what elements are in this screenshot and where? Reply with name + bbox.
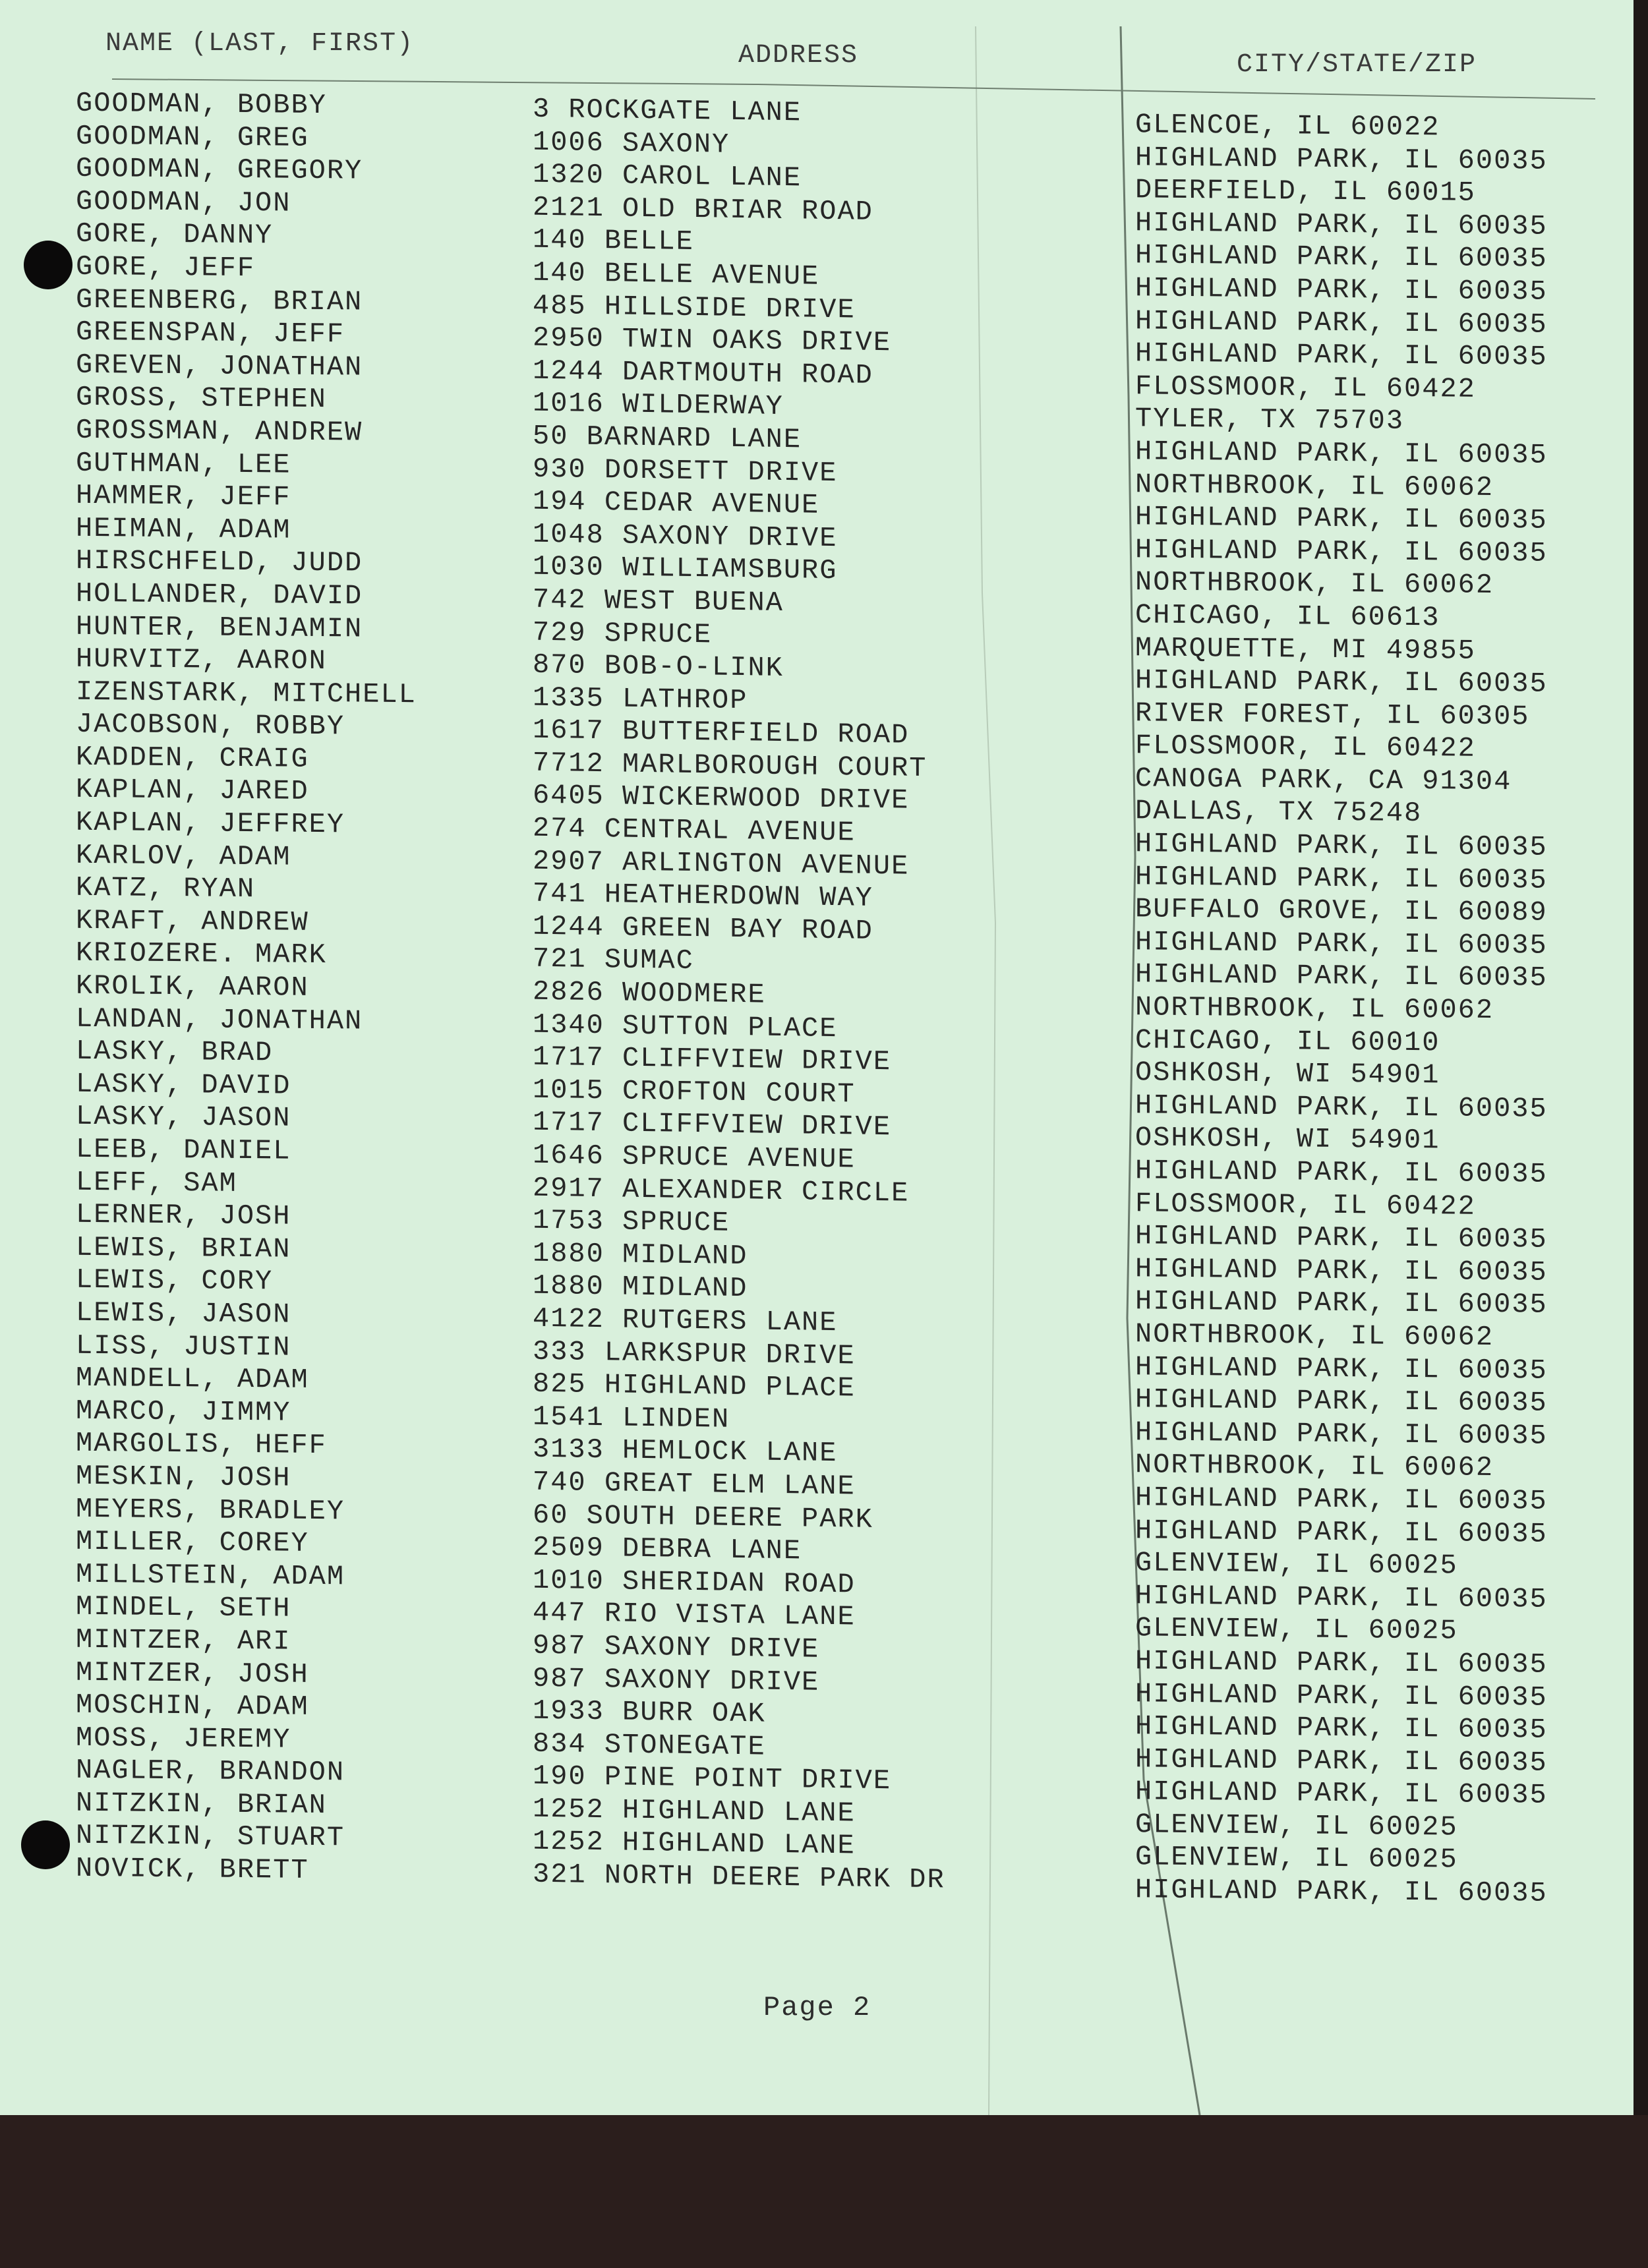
row-city: CHICAGO, IL 60010 (1135, 1024, 1440, 1059)
row-name: MINTZER, ARI (76, 1623, 291, 1658)
row-address: 870 BOB-O-LINK (533, 649, 784, 685)
column-header-address: ADDRESS (738, 41, 859, 71)
row-address: 1015 CROFTON COURT (533, 1074, 856, 1111)
row-name: MINDEL, SETH (76, 1591, 291, 1625)
row-city: HIGHLAND PARK, IL 60035 (1135, 1416, 1548, 1452)
row-city: HIGHLAND PARK, IL 60035 (1135, 207, 1548, 243)
row-address: 1335 LATHROP (533, 682, 748, 716)
row-address: 1933 BURR OAK (533, 1695, 766, 1730)
row-name: HOLLANDER, DAVID (76, 577, 363, 612)
row-address: 1340 SUTTON PLACE (533, 1008, 838, 1045)
row-address: 834 STONEGATE (533, 1728, 766, 1763)
row-name: HEIMAN, ADAM (76, 512, 291, 546)
row-name: KARLOV, ADAM (76, 839, 291, 873)
row-address: 190 PINE POINT DRIVE (533, 1760, 892, 1797)
row-city: CHICAGO, IL 60613 (1135, 599, 1440, 634)
row-city: HIGHLAND PARK, IL 60035 (1135, 272, 1548, 308)
row-city: HIGHLAND PARK, IL 60035 (1135, 1482, 1548, 1517)
row-city: HIGHLAND PARK, IL 60035 (1135, 1220, 1548, 1256)
row-address: 50 BARNARD LANE (533, 420, 802, 456)
row-address: 4122 RUTGERS LANE (533, 1302, 838, 1339)
row-address: 1048 SAXONY DRIVE (533, 518, 838, 554)
row-city: HIGHLAND PARK, IL 60035 (1135, 337, 1548, 373)
row-city: BUFFALO GROVE, IL 60089 (1135, 893, 1548, 929)
row-city: MARQUETTE, MI 49855 (1135, 631, 1476, 667)
row-name: LASKY, BRAD (76, 1035, 274, 1069)
row-address: 274 CENTRAL AVENUE (533, 812, 856, 849)
row-address: 3133 HEMLOCK LANE (533, 1433, 838, 1470)
row-address: 1880 MIDLAND (533, 1237, 748, 1272)
column-header-city-state-zip: CITY/STATE/ZIP (1237, 50, 1477, 80)
row-city: GLENVIEW, IL 60025 (1135, 1612, 1458, 1647)
row-address: 1030 WILLIAMSBURG (533, 550, 838, 587)
row-name: MARGOLIS, HEFF (76, 1428, 327, 1462)
row-city: GLENCOE, IL 60022 (1135, 109, 1440, 144)
row-name: HUNTER, BENJAMIN (76, 610, 363, 645)
row-name: JACOBSON, ROBBY (76, 709, 345, 743)
row-name: LEWIS, CORY (76, 1264, 274, 1298)
row-address: 2907 ARLINGTON AVENUE (533, 845, 910, 883)
row-city: GLENVIEW, IL 60025 (1135, 1841, 1458, 1876)
row-city: GLENVIEW, IL 60025 (1135, 1809, 1458, 1844)
row-address: 140 BELLE AVENUE (533, 256, 820, 293)
row-address: 1646 SPRUCE AVENUE (533, 1139, 856, 1176)
row-city: RIVER FOREST, IL 60305 (1135, 697, 1530, 733)
row-address: 1541 LINDEN (533, 1401, 730, 1436)
row-city: OSHKOSH, WI 54901 (1135, 1057, 1440, 1091)
row-name: HIRSCHFELD, JUDD (76, 545, 363, 579)
row-name: KADDEN, CRAIG (76, 741, 309, 775)
row-name: NITZKIN, BRIAN (76, 1787, 327, 1821)
row-city: HIGHLAND PARK, IL 60035 (1135, 1155, 1548, 1190)
row-city: HIGHLAND PARK, IL 60035 (1135, 1710, 1548, 1746)
row-address: 1717 CLIFFVIEW DRIVE (533, 1041, 892, 1078)
row-address: 1016 WILDERWAY (533, 387, 784, 423)
row-city: HIGHLAND PARK, IL 60035 (1135, 501, 1548, 537)
row-name: IZENSTARK, MITCHELL (76, 676, 417, 711)
row-city: NORTHBROOK, IL 60062 (1135, 566, 1494, 602)
row-address: 1320 CAROL LANE (533, 158, 802, 194)
row-city: HIGHLAND PARK, IL 60035 (1135, 1383, 1548, 1419)
row-name: NAGLER, BRANDON (76, 1755, 345, 1789)
row-city: DEERFIELD, IL 60015 (1135, 174, 1476, 209)
scan-border-bottom (0, 2115, 1648, 2268)
row-address: 740 GREAT ELM LANE (533, 1466, 856, 1503)
row-name: GUTHMAN, LEE (76, 447, 291, 481)
row-name: MOSS, JEREMY (76, 1722, 291, 1756)
row-city: HIGHLAND PARK, IL 60035 (1135, 860, 1548, 896)
row-city: HIGHLAND PARK, IL 60035 (1135, 1514, 1548, 1550)
row-address: 321 NORTH DEERE PARK DR (533, 1858, 945, 1896)
row-address: 2950 TWIN OAKS DRIVE (533, 322, 892, 359)
row-name: MANDELL, ADAM (76, 1362, 309, 1396)
row-city: FLOSSMOOR, IL 60422 (1135, 730, 1476, 765)
row-city: HIGHLAND PARK, IL 60035 (1135, 1874, 1548, 1909)
row-name: KROLIK, AARON (76, 970, 309, 1004)
row-name: LEEB, DANIEL (76, 1133, 291, 1167)
row-address: 2121 OLD BRIAR ROAD (533, 191, 873, 228)
row-name: LEFF, SAM (76, 1166, 237, 1200)
row-name: GROSS, STEPHEN (76, 382, 327, 416)
row-city: HIGHLAND PARK, IL 60035 (1135, 926, 1548, 962)
row-address: 7712 MARLBOROUGH COURT (533, 747, 927, 784)
row-city: NORTHBROOK, IL 60062 (1135, 468, 1494, 504)
row-city: NORTHBROOK, IL 60062 (1135, 1449, 1494, 1484)
row-city: HIGHLAND PARK, IL 60035 (1135, 664, 1548, 700)
row-address: 1244 DARTMOUTH ROAD (533, 355, 873, 392)
row-address: 6405 WICKERWOOD DRIVE (533, 780, 910, 817)
row-name: GORE, DANNY (76, 218, 274, 252)
row-address: 1617 BUTTERFIELD ROAD (533, 714, 910, 751)
row-address: 987 SAXONY DRIVE (533, 1662, 820, 1699)
row-name: LISS, JUSTIN (76, 1329, 291, 1364)
row-city: HIGHLAND PARK, IL 60035 (1135, 533, 1548, 569)
row-name: LERNER, JOSH (76, 1198, 291, 1233)
page-number: Page 2 (763, 1992, 871, 2023)
row-name: LANDAN, JONATHAN (76, 1003, 363, 1037)
binder-hole-bottom (21, 1820, 70, 1869)
row-name: MILLER, COREY (76, 1525, 309, 1559)
row-address: 741 HEATHERDOWN WAY (533, 877, 873, 915)
row-name: MILLSTEIN, ADAM (76, 1558, 345, 1593)
row-address: 3 ROCKGATE LANE (533, 93, 802, 129)
row-city: FLOSSMOOR, IL 60422 (1135, 370, 1476, 405)
row-name: GORE, JEFF (76, 250, 256, 285)
row-address: 333 LARKSPUR DRIVE (533, 1335, 856, 1372)
row-name: MEYERS, BRADLEY (76, 1493, 345, 1527)
binder-hole-top (24, 241, 73, 289)
row-name: MESKIN, JOSH (76, 1460, 291, 1494)
row-name: GREVEN, JONATHAN (76, 349, 363, 384)
row-name: MINTZER, JOSH (76, 1656, 309, 1691)
row-city: HIGHLAND PARK, IL 60035 (1135, 1285, 1548, 1322)
city-column (1135, 109, 1548, 1910)
row-name: LASKY, JASON (76, 1101, 291, 1134)
row-name: NOVICK, BRETT (76, 1852, 309, 1886)
row-address: 742 WEST BUENA (533, 583, 784, 619)
row-city: HIGHLAND PARK, IL 60035 (1135, 828, 1548, 863)
row-name: KAPLAN, JEFFREY (76, 806, 345, 841)
row-address: 2917 ALEXANDER CIRCLE (533, 1172, 910, 1209)
row-address: 447 RIO VISTA LANE (533, 1596, 856, 1633)
row-address: 987 SAXONY DRIVE (533, 1629, 820, 1666)
row-name: KATZ, RYAN (76, 871, 256, 906)
row-address: 194 CEDAR AVENUE (533, 485, 820, 521)
row-name: NITZKIN, STUART (76, 1820, 345, 1854)
row-city: NORTHBROOK, IL 60062 (1135, 991, 1494, 1027)
row-address: 1753 SPRUCE (533, 1204, 730, 1239)
row-address: 1006 SAXONY (533, 126, 730, 161)
row-name: LEWIS, BRIAN (76, 1231, 291, 1265)
row-city: FLOSSMOOR, IL 60422 (1135, 1187, 1476, 1223)
row-address: 1252 HIGHLAND LANE (533, 1793, 856, 1830)
row-name: KRAFT, ANDREW (76, 904, 309, 939)
row-name: LASKY, DAVID (76, 1068, 291, 1102)
row-name: HURVITZ, AARON (76, 643, 327, 678)
row-city: HIGHLAND PARK, IL 60035 (1135, 1351, 1548, 1387)
row-city: HIGHLAND PARK, IL 60035 (1135, 1677, 1548, 1714)
row-city: HIGHLAND PARK, IL 60035 (1135, 1776, 1548, 1812)
row-name: KAPLAN, JARED (76, 774, 309, 808)
row-address: 1010 SHERIDAN ROAD (533, 1564, 856, 1601)
row-address: 60 SOUTH DEERE PARK (533, 1499, 873, 1536)
row-name: GOODMAN, JON (76, 185, 291, 219)
row-name: MARCO, JIMMY (76, 1395, 291, 1429)
row-name: GOODMAN, BOBBY (76, 87, 327, 122)
row-address: 721 SUMAC (533, 943, 694, 977)
row-address: 2826 WOODMERE (533, 975, 766, 1011)
row-address: 729 SPRUCE (533, 616, 713, 651)
name-column (76, 88, 417, 1888)
row-address: 2509 DEBRA LANE (533, 1531, 802, 1567)
row-name: GREENSPAN, JEFF (76, 316, 345, 351)
row-city: HIGHLAND PARK, IL 60035 (1135, 1090, 1548, 1125)
row-city: HIGHLAND PARK, IL 60035 (1135, 239, 1548, 276)
row-city: HIGHLAND PARK, IL 60035 (1135, 436, 1548, 471)
row-address: 1252 HIGHLAND LANE (533, 1826, 856, 1862)
column-header-name: NAME (LAST, FIRST) (105, 29, 415, 59)
row-name: MOSCHIN, ADAM (76, 1689, 309, 1723)
row-city: HIGHLAND PARK, IL 60035 (1135, 958, 1548, 995)
row-city: TYLER, TX 75703 (1135, 403, 1405, 438)
row-city: HIGHLAND PARK, IL 60035 (1135, 1579, 1548, 1615)
row-name: KRIOZERE. MARK (76, 937, 327, 972)
address-column (533, 94, 945, 1897)
row-name: GROSSMAN, ANDREW (76, 414, 363, 449)
row-city: HIGHLAND PARK, IL 60035 (1135, 1645, 1548, 1681)
row-name: HAMMER, JEFF (76, 479, 291, 513)
scan-border-right (1633, 0, 1648, 2115)
row-address: 1880 MIDLAND (533, 1270, 748, 1305)
row-city: OSHKOSH, WI 54901 (1135, 1122, 1440, 1157)
row-city: HIGHLAND PARK, IL 60035 (1135, 1253, 1548, 1289)
row-address: 1244 GREEN BAY ROAD (533, 910, 873, 947)
row-city: GLENVIEW, IL 60025 (1135, 1547, 1458, 1582)
row-city: CANOGA PARK, CA 91304 (1135, 763, 1512, 798)
row-address: 485 HILLSIDE DRIVE (533, 289, 856, 326)
row-name: LEWIS, JASON (76, 1296, 291, 1331)
row-city: HIGHLAND PARK, IL 60035 (1135, 1743, 1548, 1779)
row-name: GOODMAN, GREG (76, 120, 309, 154)
row-city: HIGHLAND PARK, IL 60035 (1135, 305, 1548, 341)
row-name: GOODMAN, GREGORY (76, 152, 363, 187)
row-city: HIGHLAND PARK, IL 60035 (1135, 141, 1548, 177)
row-address: 1717 CLIFFVIEW DRIVE (533, 1107, 892, 1144)
row-city: DALLAS, TX 75248 (1135, 795, 1423, 830)
row-address: 930 DORSETT DRIVE (533, 453, 838, 489)
row-address: 825 HIGHLAND PLACE (533, 1368, 856, 1405)
row-address: 140 BELLE (533, 224, 694, 258)
row-name: GREENBERG, BRIAN (76, 283, 363, 318)
row-city: NORTHBROOK, IL 60062 (1135, 1318, 1494, 1353)
